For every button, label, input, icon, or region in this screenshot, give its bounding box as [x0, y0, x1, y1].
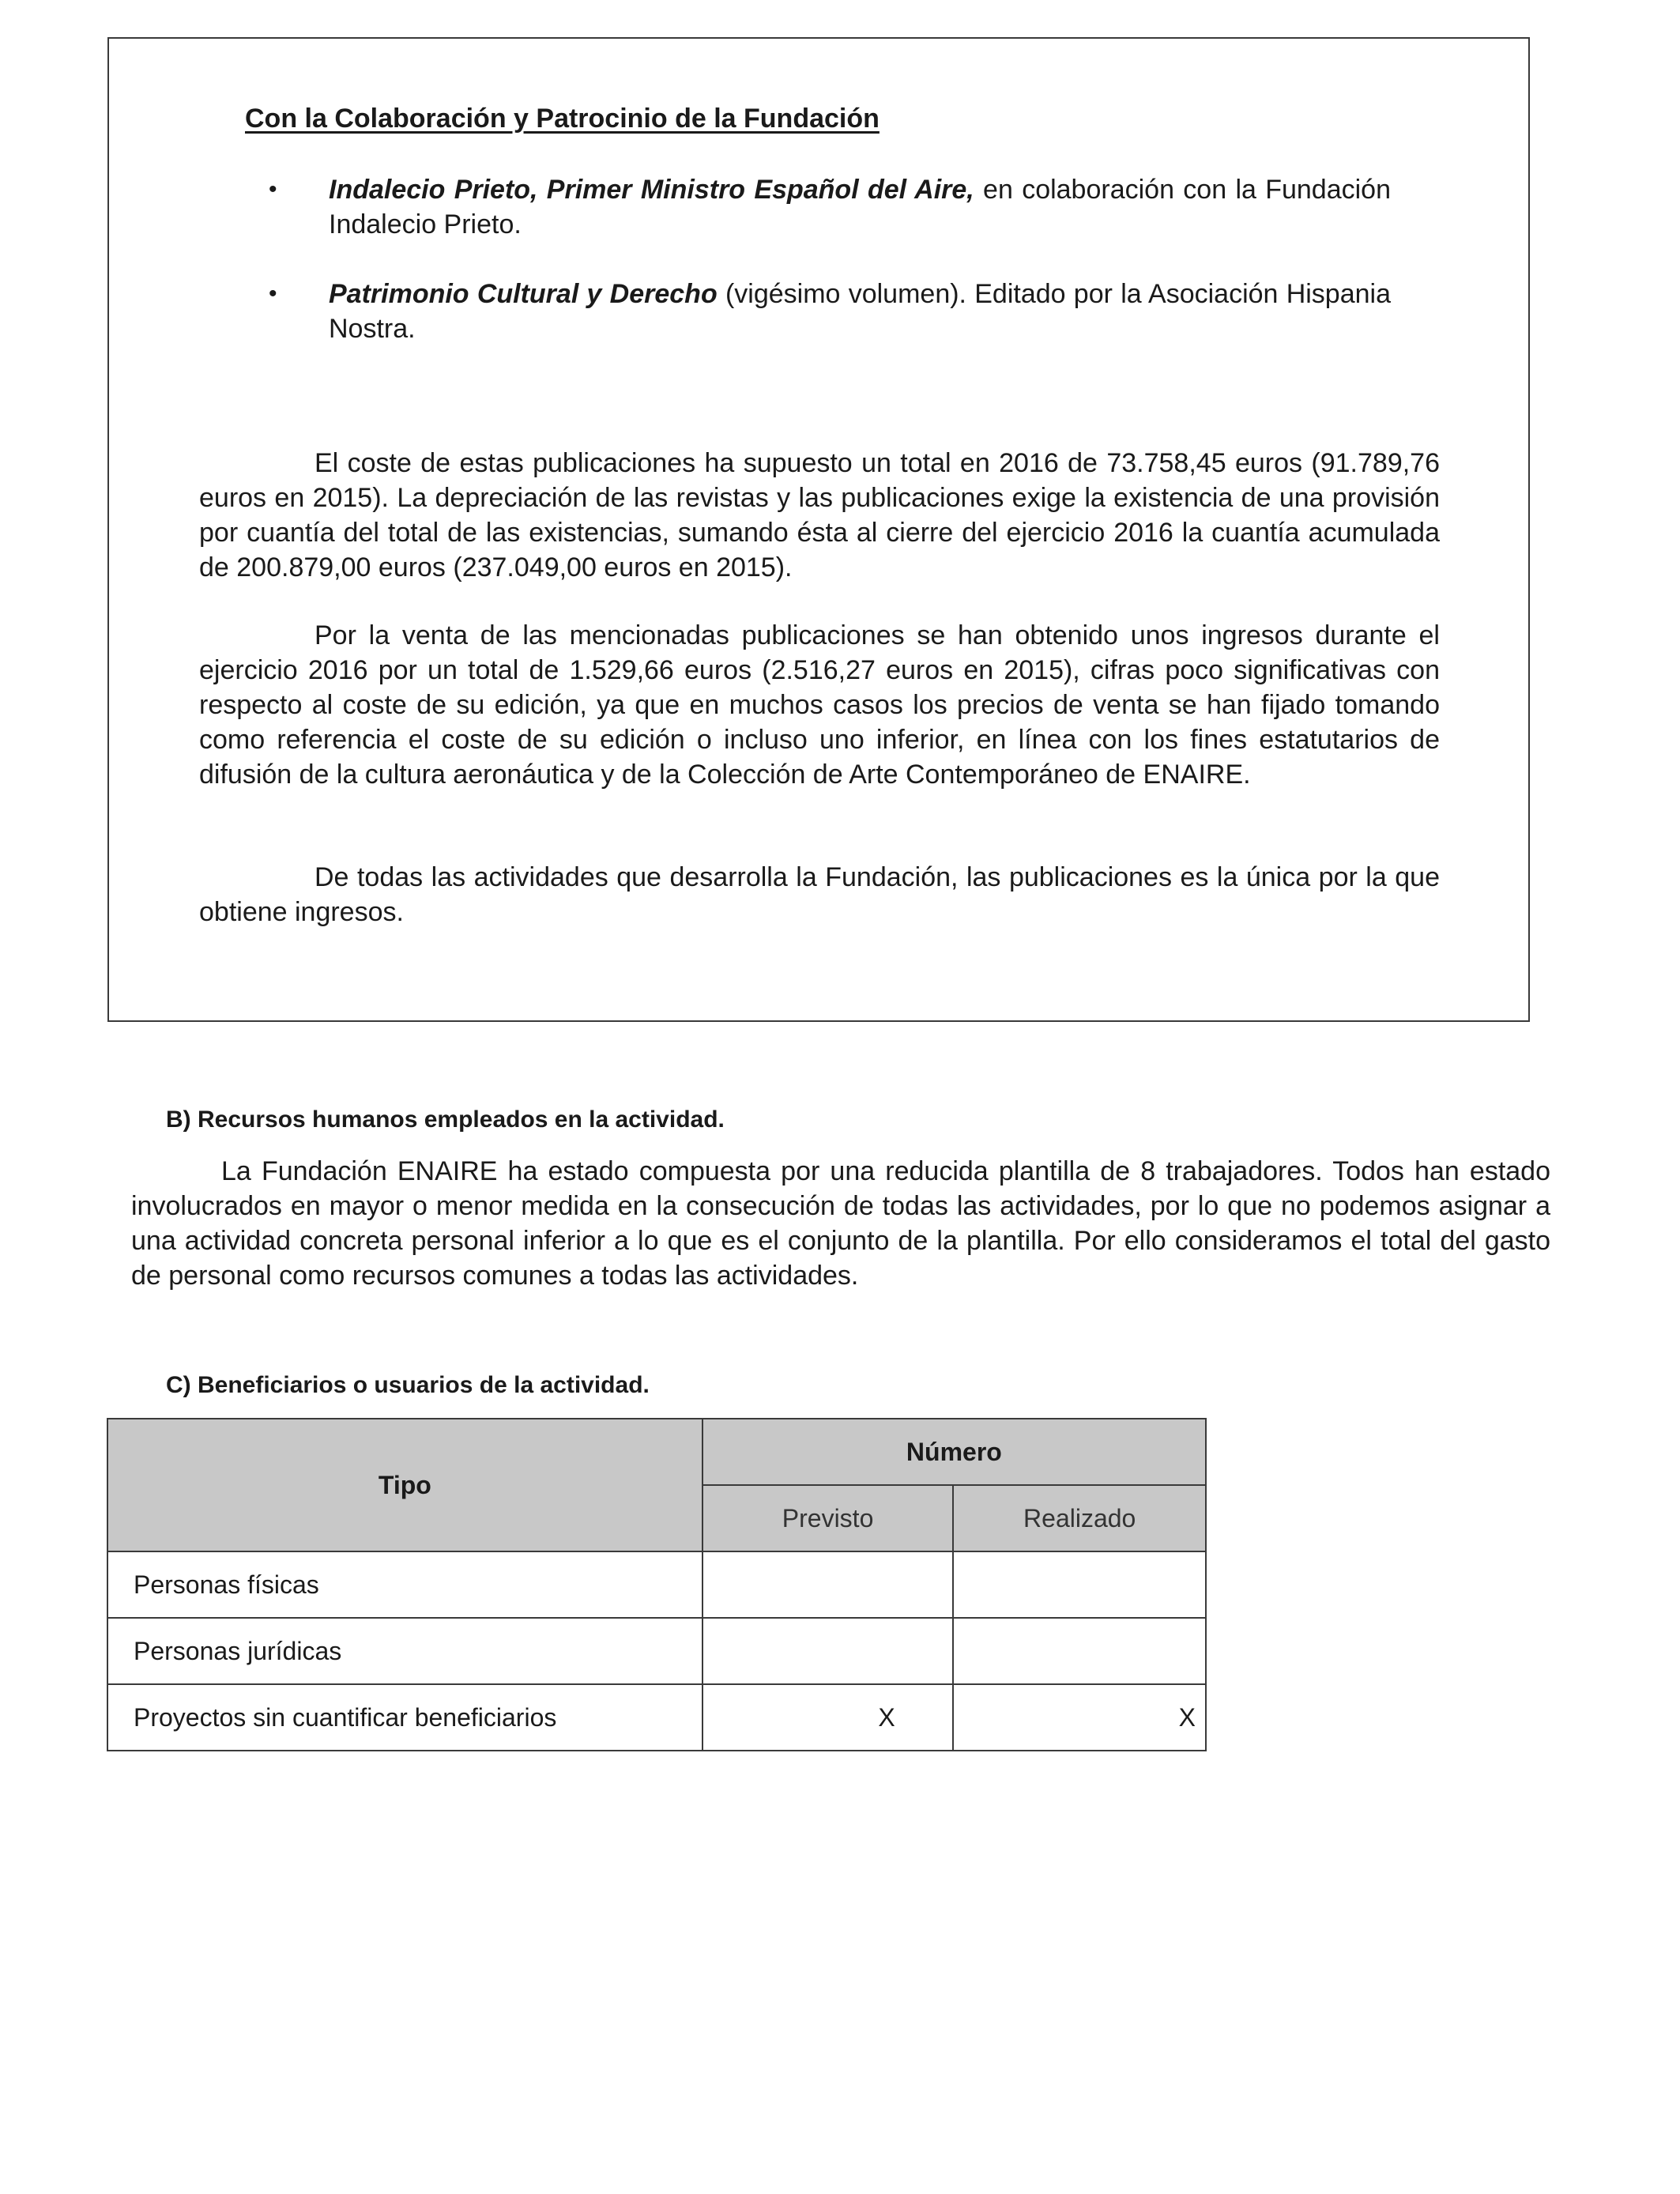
sponsorship-heading: Con la Colaboración y Patrocinio de la Fundación [245, 104, 880, 134]
cell-previsto [703, 1551, 954, 1618]
header-previsto: Previsto [703, 1485, 954, 1551]
publications-list [269, 172, 1391, 381]
publication-description: en colaboración con la Fundación Indalecio Prieto. [329, 175, 1391, 239]
header-numero: Número [703, 1419, 1206, 1485]
cell-previsto [703, 1618, 954, 1684]
cell-realizado [953, 1618, 1206, 1684]
table-row [107, 1551, 1206, 1618]
publication-item [269, 172, 1391, 242]
cell-tipo: Proyectos sin cuantificar beneficiarios [107, 1684, 703, 1751]
publication-item [269, 277, 1391, 346]
bullet: • [269, 176, 277, 202]
beneficiaries-table [107, 1418, 1207, 1751]
header-realizado: Realizado [953, 1485, 1206, 1551]
income-paragraph: De todas las actividades que desarrolla la Fundación, las publicaciones es la única por la que obtiene ingresos. [199, 862, 1440, 927]
table-row [107, 1684, 1206, 1751]
cell-tipo: Personas físicas [107, 1551, 703, 1618]
cell-tipo: Personas jurídicas [107, 1618, 703, 1684]
cost-paragraph: El coste de estas publicaciones ha supuesto un total en 2016 de 73.758,45 euros (91.789,76 euros en 2015). La depreciación de las revistas y las publicaciones exige la existencia de una provisión por cuantía del total de las existencias, sumando ésta al cierre del ejercicio 2016 la cuantía acumulada de 200.879,00 euros (237.049,00 euros en 2015). [199, 448, 1440, 582]
section-c-title: C) Beneficiarios o usuarios de la actividad. [166, 1372, 650, 1398]
section-b-title: B) Recursos humanos empleados en la actividad. [166, 1106, 725, 1133]
header-tipo: Tipo [107, 1419, 703, 1551]
publication-title: Patrimonio Cultural y Derecho [329, 279, 718, 309]
publication-title: Indalecio Prieto, Primer Ministro Español del Aire, [329, 175, 974, 205]
bullet: • [269, 281, 277, 307]
publication-description: (vigésimo volumen). Editado por la Asociación Hispania Nostra. [329, 279, 1391, 344]
cell-realizado [953, 1551, 1206, 1618]
section-b-text: La Fundación ENAIRE ha estado compuesta por una reducida plantilla de 8 trabajadores. Todos han estado involucrados en mayor o menor medida en la consecución de todas las actividades, por lo que no podemos asignar a una actividad concreta personal inferior a lo que es el conjunto de la plantilla. Por ello consideramos el total del gasto de personal como recursos comunes a todas las actividades. [131, 1156, 1550, 1291]
cell-realizado: X [953, 1684, 1206, 1751]
table-row [107, 1618, 1206, 1684]
cell-previsto: X [703, 1684, 954, 1751]
sales-paragraph: Por la venta de las mencionadas publicaciones se han obtenido unos ingresos durante el ejercicio 2016 por un total de 1.529,66 euros (2.516,27 euros en 2015), cifras poco significativas con respecto al coste de su edición, ya que en muchos casos los precios de venta se han fijado tomando como referencia el coste de su edición o incluso uno inferior, en línea con los fines estatutarios de difusión de la cultura aeronáutica y de la Colección de Arte Contemporáneo de ENAIRE. [199, 620, 1440, 790]
